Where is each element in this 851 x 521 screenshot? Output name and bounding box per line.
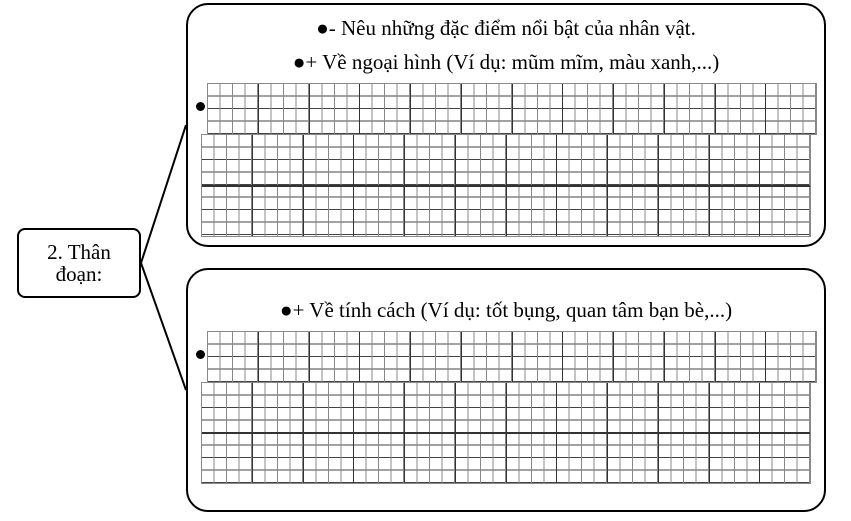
grid-cell[interactable] <box>202 135 253 236</box>
writing-grid-personality-row2[interactable] <box>201 382 811 484</box>
bullet-icon <box>196 350 205 359</box>
writing-grid-appearance-row2[interactable] <box>201 134 811 237</box>
grid-cell[interactable] <box>360 332 411 382</box>
grid-cell[interactable] <box>253 135 304 236</box>
grid-cell[interactable] <box>563 332 614 382</box>
grid-cell[interactable] <box>462 84 513 134</box>
grid-cell[interactable] <box>456 135 507 236</box>
grid-cell[interactable] <box>563 84 614 134</box>
grid-cell[interactable] <box>716 84 767 134</box>
grid-cell[interactable] <box>710 383 761 483</box>
grid-cell[interactable] <box>304 383 355 483</box>
writing-grid-personality-row1[interactable] <box>207 331 817 383</box>
grid-cell[interactable] <box>405 135 456 236</box>
grid-cell[interactable] <box>665 84 716 134</box>
personality-subheading: ●+ Về tính cách (Ví dụ: tốt bụng, quan tâm bạn bè,...) <box>279 298 733 322</box>
grid-cell[interactable] <box>208 84 259 134</box>
grid-cell[interactable] <box>608 383 659 483</box>
grid-cell[interactable] <box>208 332 259 382</box>
grid-cell[interactable] <box>456 383 507 483</box>
grid-cell[interactable] <box>608 135 659 236</box>
grid-cell[interactable] <box>557 383 608 483</box>
grid-cell[interactable] <box>310 84 361 134</box>
grid-cell[interactable] <box>614 84 665 134</box>
grid-cell[interactable] <box>202 383 253 483</box>
section-label-line2: đoạn: <box>55 262 103 286</box>
grid-cell[interactable] <box>259 332 310 382</box>
grid-cell[interactable] <box>665 332 716 382</box>
grid-cell[interactable] <box>354 135 405 236</box>
grid-cell[interactable] <box>411 332 462 382</box>
section-label-line1: 2. Thân <box>47 240 111 264</box>
grid-cell[interactable] <box>716 332 767 382</box>
panel-heading: ●- Nêu những đặc điểm nổi bật của nhân vật. <box>316 16 696 40</box>
grid-cell[interactable] <box>354 383 405 483</box>
writing-grid-appearance-row1[interactable] <box>207 83 817 135</box>
grid-cell[interactable] <box>760 383 810 483</box>
grid-cell[interactable] <box>710 135 761 236</box>
grid-cell[interactable] <box>405 383 456 483</box>
grid-cell[interactable] <box>614 332 665 382</box>
grid-cell[interactable] <box>766 84 816 134</box>
grid-cell[interactable] <box>304 135 355 236</box>
grid-cell[interactable] <box>760 135 810 236</box>
grid-cell[interactable] <box>310 332 361 382</box>
grid-cell[interactable] <box>411 84 462 134</box>
grid-cell[interactable] <box>659 383 710 483</box>
grid-cell[interactable] <box>507 383 558 483</box>
grid-cell[interactable] <box>659 135 710 236</box>
section-label-box <box>17 228 141 298</box>
grid-cell[interactable] <box>253 383 304 483</box>
grid-cell[interactable] <box>513 84 564 134</box>
grid-cell[interactable] <box>766 332 816 382</box>
grid-cell[interactable] <box>462 332 513 382</box>
bullet-icon <box>196 102 205 111</box>
grid-cell[interactable] <box>513 332 564 382</box>
grid-cell[interactable] <box>507 135 558 236</box>
appearance-subheading: ●+ Về ngoại hình (Ví dụ: mũm mĩm, màu xanh,...) <box>292 50 720 74</box>
grid-cell[interactable] <box>360 84 411 134</box>
grid-cell[interactable] <box>557 135 608 236</box>
grid-cell[interactable] <box>259 84 310 134</box>
